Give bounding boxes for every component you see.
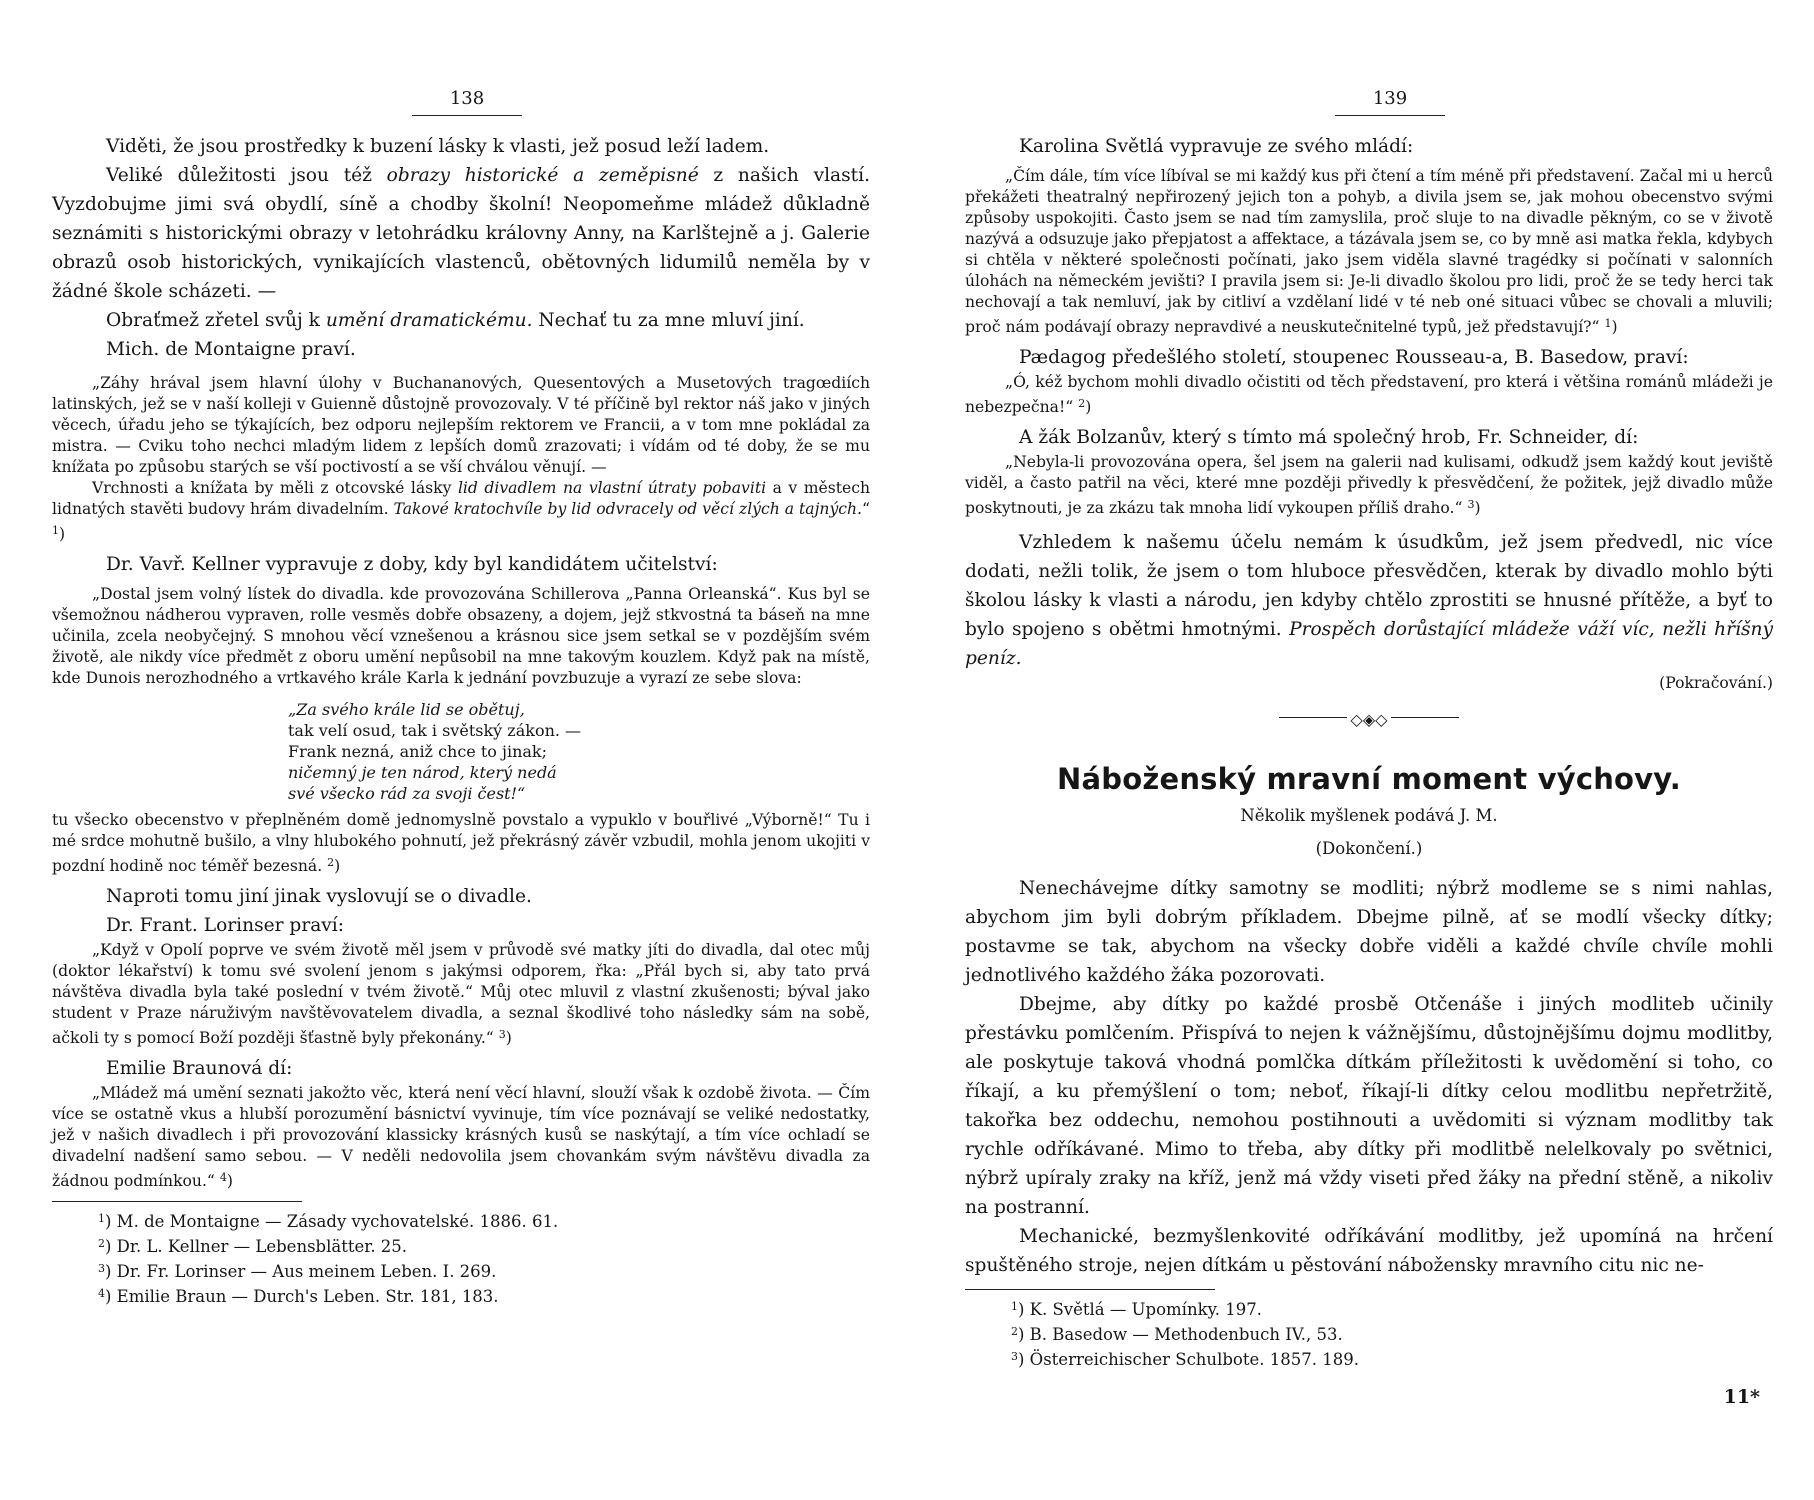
ornament-divider: ◇◈◇ <box>1279 710 1459 724</box>
paragraph: Nenechávejme dítky samotny se modliti; nýbrž modleme se s nimi nahlas, abychom jim byli dobrým příkladem. Dbejme pilně, ať se modlí všecky dítky; postavme se tak, abychom na všecky dobře viděli a každé chvíle chvíle mohli jednotlivého každého žáka pozorovati. <box>965 878 1773 986</box>
quote: tu všecko obecenstvo v přeplněném domě jednomyslně povstalo a vypuklo v bouřlivé „Výborně!“ Tu i mé srdce mohutně bušilo, a vlny hlubokého pohnutí, jež překrásný závěr vzbudil, mohla jenom ukojiti v pozdní hodině noc téměř bezesná. $^2$) <box>52 811 870 875</box>
paragraph: Dbejme, aby dítky po každé prosbě Otčenáše i jiných modliteb učinily přestávku pomlčením. Přispívá to nejen k vážnějšímu, důstojnějšímu dojmu modlitby, ale poskytuje taková vhodná pomlčka dítkám příležitosti k uvědomění si toho, co říkají, a ku přemýšlení o tom; neboť, říkají-li dítky celou modlitbu nepřetržitě, takořka bez oddechu, nemohou postihnouti a uvědomiti si význam modlitby tak rychle odříkávané. Mimo to třeba, aby dítky při modlitbě nelelkovaly po světnici, nýbrž upíraly zraky na kříž, jenž má vždy viseti před žáky na přední stěně, a nikoliv na postranní. <box>965 994 1773 1218</box>
quote: „Dostal jsem volný lístek do divadla. kde provozována Schillerova „Panna Orleanská“. Kus byl se všemožnou nádherou vypraven, rolle vesměs dobře obsazeny, a dojem, jejž stkvostná ta báseň na mne učinila, zcela neobyčejný. S mnohou věcí vznešenou a krásnou sice jsem setkal se v pozdějším svém životě, ale nikdy více předmět z oboru umění nepůsobil na mne takovým kouzlem. Když pak na místě, kde Dunois nerozhodného a vrtkavého krále Karla k jednání povzbuzuje a vyrazí ze sebe slova: <box>52 585 870 687</box>
poem: „Za svého krále lid se obětuj, tak velí osud, tak i světský zákon. — Frank nezná, aniž chce to jinak; ničemný je ten národ, který nedá své všecko rád za svoji čest!“ <box>288 700 582 803</box>
paragraph: Naproti tomu jiní jinak vyslovují se o divadle. <box>106 886 532 907</box>
paragraph: Emilie Braunová dí: <box>106 1058 293 1079</box>
paragraph: Mechanické, bezmyšlenkovité odříkávání modlitby, jež upomíná na hrčení spuštěného stroje, nejen dítkám u pěstování nábožensky mravního citu nic ne- <box>965 1226 1773 1276</box>
paragraph: Mich. de Montaigne praví. <box>106 339 356 360</box>
paragraph: A žák Bolzanův, který s tímto má společný hrob, Fr. Schneider, dí: <box>1019 427 1639 448</box>
paragraph: Dr. Frant. Lorinser praví: <box>106 915 345 936</box>
footnote: $^3$) Österreichischer Schulbote. 1857. 189. <box>1011 1350 1359 1369</box>
paragraph: Dr. Vavř. Kellner vypravuje z doby, kdy byl kandidátem učitelství: <box>106 554 718 575</box>
footnotes <box>52 1201 559 1308</box>
paragraph: Viděti, že jsou prostředky k buzení lásky k vlasti, jež posud leží ladem. <box>106 136 770 157</box>
paragraph: Pædagog předešlého století, stoupenec Rousseau-a, B. Basedow, praví: <box>1019 347 1689 368</box>
paragraph: Obraťmež zřetel svůj k umění dramatickému. Nechať tu za mne mluví jiní. <box>106 310 805 331</box>
footnote: $^2$) Dr. L. Kellner — Lebensblätter. 25. <box>98 1237 408 1256</box>
text-column <box>965 132 1773 1371</box>
signature-mark: 11* <box>1723 1386 1760 1408</box>
footnote: $^2$) B. Basedow — Methodenbuch IV., 53. <box>1011 1325 1343 1344</box>
paragraph: Vzhledem k našemu účelu nemám k úsudkům, jež jsem předvedl, nic více dodati, nežli tolik, že jsem o tom hluboce přesvědčen, kterak by divadlo mohlo býti školou lásky k vlasti a národu, jen kdyby chtělo zprostiti se hnusné přítěže, a byť to bylo spojeno s obětmi hmotnými. Prospěch dorůstající mládeže váží víc, nežli hříšný peníz. <box>965 532 1773 669</box>
footnote: $^4$) Emilie Braun — Durch's Leben. Str. 181, 183. <box>98 1287 499 1306</box>
paragraph: Karolina Světlá vypravuje ze svého mládí: <box>1019 136 1414 157</box>
footnote: $^3$) Dr. Fr. Lorinser — Aus meinem Leben. I. 269. <box>98 1262 497 1281</box>
quote: „Záhy hrával jsem hlavní úlohy v Buchananových, Quesentových a Musetových tragœdiích latinských, jež se v naší kolleji v Guienně důstojně provozovaly. V té příčině byl rektor náš jako v jiných věcech, úřadu jeho se týkajících, bez odporu nejlepším rektorem ve Francii, a v tom mne pokládal za mistra. — Cviku toho nechci mladým lidem z lepších domů zrazovati; i vídám od té doby, že se mu knížata po způsobu starých se vší poctivostí a se vší chválou věnují. — <box>52 374 870 476</box>
quote: „Když v Opolí poprve ve svém životě měl jsem v průvodě své matky jíti do divadla, dal otec můj (doktor lékařství) k tomu své svolení jenom s jakýmsi odporem, řka: „Přál bych si, aby tato prvá návštěva divadla byla také poslední v tvém životě.“ Můj otec mluvil z vlastní zkušenosti; býval jako student v Praze náruživým navštěvovatelem divadla, a seznal škodlivé toho následky sám na sobě, ačkoli ty s pomocí Boží později šťastně byly překonány.“ $^3$) <box>52 941 870 1047</box>
footnote: $^1$) M. de Montaigne — Zásady vychovatelské. 1886. 61. <box>98 1212 559 1231</box>
right-page <box>907 0 1814 1500</box>
quote: „Mládež má umění seznati jakožto věc, která není věcí hlavní, slouží však k ozdobě života. — Čím více se ostatně vkus a hlubší porozumění básnictví vyvinuje, tím více poznávají se veliké nedostatky, jež v našich divadlech i při provozování klassicky krásných kusů se naskýtají, a tím více ochladí se divadelní nadšení samo sebou. — V neděli nedovolila jsem chovankám svým návštěvu divadla za žádnou podmínkou.“ $^4$) <box>52 1084 870 1190</box>
footnotes <box>965 1289 1359 1371</box>
page-number: 138 <box>412 88 522 116</box>
paragraph: Veliké důležitosti jsou též obrazy historické a zeměpisné z našich vlastí. Vyzdobujme jimi svá obydlí, síně a chodby školní! Neopomeňme mládež důkladně seznámiti s historickými obrazy v letohrádku královny Anny, na Karlštejně a j. Galerie obrazů osob historických, vynikajících vlastenců, obětovných lidumilů neměla by v žádné škole scházeti. — <box>52 165 870 302</box>
text-column <box>52 132 870 1308</box>
footnote: $^1$) K. Světlá — Upomínky. 197. <box>1011 1300 1262 1319</box>
article-title: Náboženský mravní moment výchovy. <box>1057 762 1681 796</box>
quote: „Ó, kéž bychom mohli divadlo očistiti od těch představení, pro která i většina románů mládeži je nebezpečna!“ $^2$) <box>965 373 1773 416</box>
article-subtitle: Několik myšlenek podává J. M. <box>1240 806 1498 825</box>
quote: „Čím dále, tím více líbíval se mi každý kus při čtení a tím méně při představení. Začal mi u herců překážeti theatralný nepřirozený jejich ton a pohyb, a divila jsem se, jak mohou obecenstvo svými způsoby uspokojiti. Často jsem se nad tím zamyslila, proč sluje to na divadle pěkným, co se v životě nazývá a odsuzuje jako přepjatost a affektace, a tázávala jsem se, co by mně asi matka řekla, kdybych si chtěla v některé společnosti počínati, jako jsem viděla slavné tragédky si počínati v salonních úlohách na německém jevišti? I pravila jsem si: Je-li divadlo školou pro lidi, proč že se tedy herci tak nechovají a tak nemluví, jak by citliví a vzdělaní lidé v té neb oné situaci vůbec se chovali a mluvili; proč nám podávají obrazy nepravdivé a neuskutečnitelné typů, jež představují?“ $^1$) <box>965 167 1773 336</box>
quote: „Nebyla-li provozována opera, šel jsem na galerii nad kulisami, odkudž jsem každý kout jeviště viděl, a často patřil na věci, které mne později přivedly k přesvědčení, že požitek, jejž divadlo může poskytnouti, je za zkázu tak mnoha lidí vykoupen příliš draho.“ $^3$) <box>965 453 1773 517</box>
quote: Vrchnosti a knížata by měli z otcovské lásky lid divadlem na vlastní útraty pobaviti a v městech lidnatých stavěti budovy hrám divadelním. Takové kratochvíle by lid odvracely od věcí zlých a tajných.“ $^1$) <box>52 479 871 543</box>
continuation-note: (Pokračování.) <box>1659 674 1773 692</box>
continuation-label: (Dokončení.) <box>1315 839 1423 858</box>
page-number: 139 <box>1335 88 1445 116</box>
